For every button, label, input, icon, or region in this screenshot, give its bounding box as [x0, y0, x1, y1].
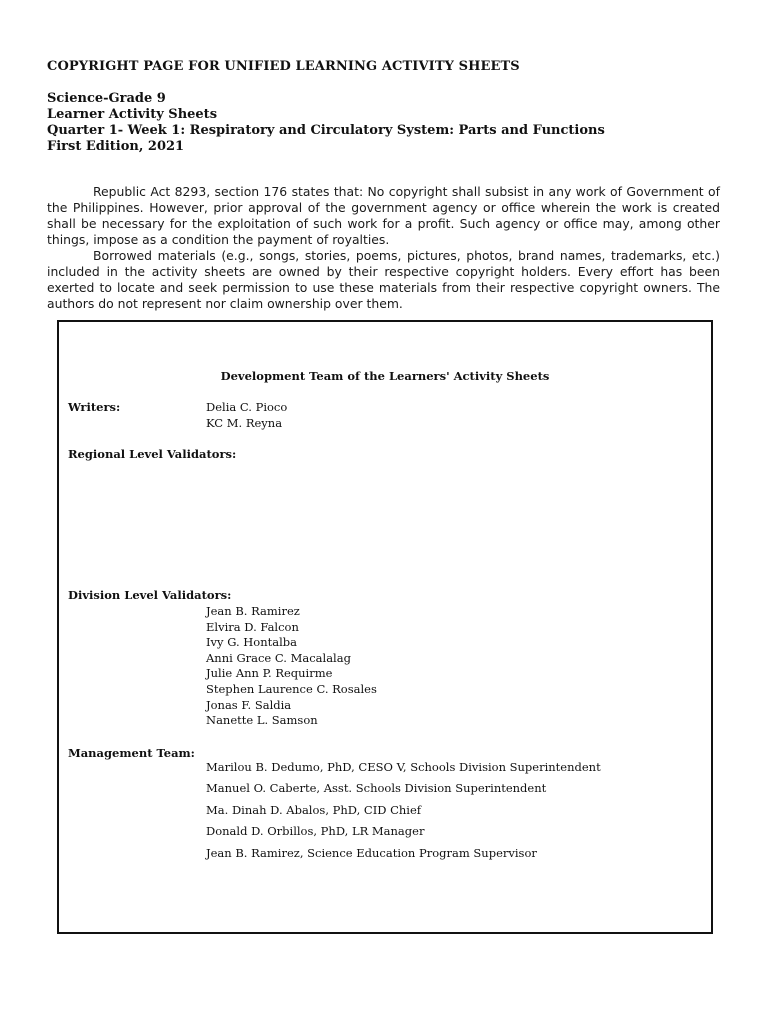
- writers-list: [206, 400, 287, 431]
- writer-name: Delia C. Pioco: [206, 400, 288, 414]
- validator-name: Nanette L. Samson: [206, 713, 318, 728]
- management-member: Manuel O. Caberte, Asst. Schools Division Superintendent: [206, 781, 547, 796]
- management-member: Marilou B. Dedumo, PhD, CESO V, Schools Division Superintendent: [206, 760, 601, 774]
- sheet-type-line: Learner Activity Sheets: [47, 107, 218, 122]
- development-team-box: [57, 320, 713, 934]
- regional-validators-label: Regional Level Validators:: [68, 447, 237, 461]
- copyright-paragraph: Republic Act 8293, section 176 states that: No copyright shall subsist in any work of Government of the Philippines. However, prior approval of the government agency or office wherein the work is created shall be necessary for the exploitation of such work for a profit. Such agency or office may, among other things, impose as a condition the payment of royalties.: [47, 184, 720, 247]
- validator-name: Jonas F. Saldia: [206, 697, 292, 712]
- validator-name: Julie Ann P. Requirme: [206, 666, 333, 681]
- division-validators-list: [206, 604, 377, 729]
- division-validators-label: Division Level Validators:: [68, 588, 232, 602]
- subject-line: Science-Grade 9: [47, 91, 166, 106]
- page-title: COPYRIGHT PAGE FOR UNIFIED LEARNING ACTIVITY SHEETS: [47, 59, 520, 74]
- edition-line: First Edition, 2021: [47, 139, 185, 154]
- validator-name: Stephen Laurence C. Rosales: [206, 681, 377, 696]
- writers-label: Writers:: [68, 400, 121, 414]
- management-team-label: Management Team:: [68, 746, 195, 760]
- management-member: Ma. Dinah D. Abalos, PhD, CID Chief: [206, 802, 422, 817]
- validator-name: Ivy G. Hontalba: [206, 635, 298, 650]
- management-member: Donald D. Orbillos, PhD, LR Manager: [206, 824, 425, 839]
- document-heading: [47, 91, 605, 155]
- validator-name: Jean B. Ramirez: [206, 604, 300, 618]
- validator-name: Elvira D. Falcon: [206, 619, 299, 634]
- management-team-list: [206, 757, 601, 864]
- team-heading: Development Team of the Learners' Activity Sheets: [220, 369, 550, 383]
- validator-name: Anni Grace C. Macalalag: [206, 650, 351, 665]
- writer-name: KC M. Reyna: [206, 415, 283, 430]
- quarter-week-line: Quarter 1- Week 1: Respiratory and Circulatory System: Parts and Functions: [47, 123, 605, 138]
- management-member: Jean B. Ramirez, Science Education Program Supervisor: [206, 845, 537, 860]
- borrowed-materials-paragraph: Borrowed materials (e.g., songs, stories, poems, pictures, photos, brand names, trademarks, etc.) included in the activity sheets are owned by their respective copyright holders. Every effort has been exerted to locate and seek permission to use these materials from their respective copyright owners. The authors do not represent nor claim ownership over them.: [47, 248, 720, 311]
- copyright-notice: [47, 184, 720, 312]
